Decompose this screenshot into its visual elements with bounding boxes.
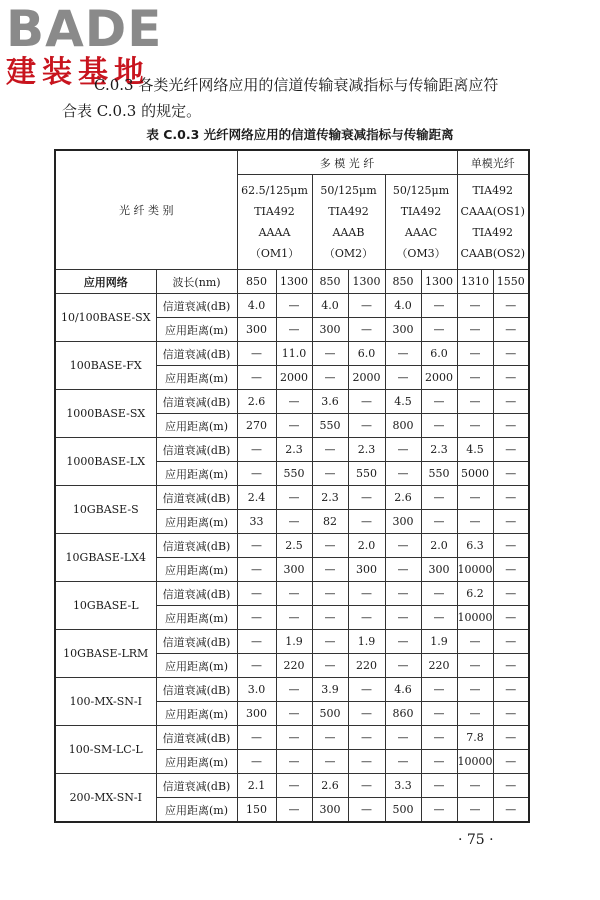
distance-cell: — <box>276 414 312 438</box>
fiber-category-header: 光 纤 类 别 <box>55 150 237 270</box>
attenuation-cell: 4.5 <box>457 438 493 462</box>
attenuation-cell: 2.0 <box>348 534 385 558</box>
distance-cell: — <box>493 750 529 774</box>
attenuation-cell: — <box>237 438 276 462</box>
fiber-spec-line: TIA492 <box>472 184 514 197</box>
distance-cell: — <box>421 798 457 823</box>
distance-cell: — <box>493 462 529 486</box>
distance-cell: — <box>457 702 493 726</box>
attenuation-cell: 1.9 <box>348 630 385 654</box>
attenuation-cell: — <box>493 390 529 414</box>
distance-cell: — <box>421 750 457 774</box>
distance-cell: 300 <box>237 702 276 726</box>
distance-cell: — <box>421 702 457 726</box>
app-network-name: 1000BASE-LX <box>55 438 156 486</box>
attenuation-cell: 2.5 <box>276 534 312 558</box>
distance-cell: — <box>237 654 276 678</box>
attenuation-cell: — <box>421 582 457 606</box>
app-network-name: 10GBASE-LRM <box>55 630 156 678</box>
distance-cell: — <box>385 606 421 630</box>
attenuation-cell: — <box>457 342 493 366</box>
wavelength-cell: 1550 <box>493 270 529 294</box>
intro-paragraph <box>62 72 542 124</box>
distance-cell: — <box>237 558 276 582</box>
distance-cell: 2000 <box>421 366 457 390</box>
distance-cell: — <box>457 510 493 534</box>
attenuation-cell: — <box>493 582 529 606</box>
attenuation-cell: 4.6 <box>385 678 421 702</box>
fiber-spec-line: TIA492 <box>328 205 369 218</box>
attenuation-cell: — <box>493 438 529 462</box>
wavelength-cell: 1310 <box>457 270 493 294</box>
attenuation-cell: 4.0 <box>312 294 348 318</box>
attenuation-cell: — <box>348 726 385 750</box>
distance-label: 应用距离(m) <box>156 414 237 438</box>
attenuation-cell: — <box>312 582 348 606</box>
attenuation-cell: — <box>385 582 421 606</box>
app-network-header: 应用网络 <box>55 270 156 294</box>
distance-cell: — <box>348 414 385 438</box>
fiber-spec-line: TIA492 <box>472 226 514 239</box>
distance-label: 应用距离(m) <box>156 798 237 823</box>
attenuation-cell: — <box>312 630 348 654</box>
attenuation-cell: — <box>348 486 385 510</box>
attenuation-label: 信道衰减(dB) <box>156 582 237 606</box>
fiber-spec-line: （OM2） <box>323 247 374 260</box>
fiber-spec-line: CAAB(OS2) <box>460 247 526 260</box>
app-network-name: 100-MX-SN-I <box>55 678 156 726</box>
distance-cell: 300 <box>312 798 348 823</box>
logo-chinese-text: 建装基地 <box>6 55 150 90</box>
distance-cell: 10000 <box>457 558 493 582</box>
distance-cell: — <box>312 654 348 678</box>
distance-cell: — <box>457 318 493 342</box>
fiber-spec-line: AAAA <box>258 226 291 239</box>
attenuation-cell: — <box>237 726 276 750</box>
attenuation-label: 信道衰减(dB) <box>156 726 237 750</box>
attenuation-cell: — <box>276 390 312 414</box>
distance-cell: 2000 <box>348 366 385 390</box>
wavelength-cell: 1300 <box>421 270 457 294</box>
attenuation-cell: — <box>421 726 457 750</box>
distance-cell: — <box>385 654 421 678</box>
fiber-spec-line: CAAA(OS1) <box>460 205 525 218</box>
distance-cell: — <box>276 750 312 774</box>
attenuation-cell: — <box>276 294 312 318</box>
attenuation-cell: 2.3 <box>276 438 312 462</box>
attenuation-cell: — <box>385 630 421 654</box>
distance-cell: 860 <box>385 702 421 726</box>
attenuation-cell: 2.6 <box>237 390 276 414</box>
distance-cell: — <box>312 606 348 630</box>
distance-cell: — <box>457 366 493 390</box>
attenuation-label: 信道衰减(dB) <box>156 774 237 798</box>
attenuation-cell: 11.0 <box>276 342 312 366</box>
distance-cell: 550 <box>276 462 312 486</box>
distance-cell: — <box>276 510 312 534</box>
distance-cell: 220 <box>276 654 312 678</box>
attenuation-cell: 7.8 <box>457 726 493 750</box>
distance-cell: — <box>348 798 385 823</box>
attenuation-cell: — <box>493 486 529 510</box>
distance-label: 应用距离(m) <box>156 750 237 774</box>
attenuation-cell: 3.6 <box>312 390 348 414</box>
attenuation-cell: — <box>312 726 348 750</box>
app-network-name: 1000BASE-SX <box>55 390 156 438</box>
attenuation-cell: — <box>493 678 529 702</box>
distance-cell: — <box>493 318 529 342</box>
distance-cell: — <box>276 702 312 726</box>
attenuation-cell: 2.0 <box>421 534 457 558</box>
distance-cell: — <box>493 510 529 534</box>
app-network-name: 10GBASE-LX4 <box>55 534 156 582</box>
attenuation-cell: — <box>312 342 348 366</box>
fiber-spec-line: AAAC <box>404 226 438 239</box>
multimode-header: 多 模 光 纤 <box>237 150 457 175</box>
attenuation-label: 信道衰减(dB) <box>156 678 237 702</box>
distance-label: 应用距离(m) <box>156 462 237 486</box>
app-network-name: 100BASE-FX <box>55 342 156 390</box>
attenuation-cell: 2.3 <box>421 438 457 462</box>
distance-cell: — <box>493 366 529 390</box>
distance-cell: — <box>312 750 348 774</box>
attenuation-cell: 6.3 <box>457 534 493 558</box>
fiber-spec-line: 62.5/125μm <box>241 184 308 197</box>
attenuation-cell: — <box>493 534 529 558</box>
distance-cell: — <box>493 558 529 582</box>
attenuation-cell: — <box>312 438 348 462</box>
fiber-spec-line: TIA492 <box>254 205 295 218</box>
distance-cell: — <box>237 606 276 630</box>
distance-cell: — <box>493 798 529 823</box>
distance-cell: — <box>421 606 457 630</box>
distance-cell: — <box>348 318 385 342</box>
distance-cell: 550 <box>312 414 348 438</box>
distance-cell: 270 <box>237 414 276 438</box>
attenuation-label: 信道衰减(dB) <box>156 534 237 558</box>
distance-cell: — <box>421 510 457 534</box>
distance-label: 应用距离(m) <box>156 558 237 582</box>
distance-cell: — <box>493 606 529 630</box>
distance-cell: — <box>493 654 529 678</box>
attenuation-cell: — <box>276 486 312 510</box>
fiber-type-os1-os2 <box>457 175 529 270</box>
attenuation-cell: 2.1 <box>237 774 276 798</box>
app-network-name: 200-MX-SN-I <box>55 774 156 823</box>
attenuation-cell: — <box>348 678 385 702</box>
distance-cell: 300 <box>385 510 421 534</box>
singlemode-header: 单模光纤 <box>457 150 529 175</box>
distance-cell: — <box>312 366 348 390</box>
attenuation-cell: — <box>421 390 457 414</box>
wavelength-cell: 850 <box>385 270 421 294</box>
distance-cell: — <box>493 414 529 438</box>
app-network-name: 100-SM-LC-L <box>55 726 156 774</box>
attenuation-cell: — <box>457 294 493 318</box>
wavelength-cell: 1300 <box>276 270 312 294</box>
attenuation-cell: — <box>237 534 276 558</box>
attenuation-cell: 2.6 <box>385 486 421 510</box>
distance-cell: — <box>276 798 312 823</box>
attenuation-cell: — <box>493 342 529 366</box>
distance-cell: 2000 <box>276 366 312 390</box>
attenuation-label: 信道衰减(dB) <box>156 342 237 366</box>
distance-cell: 500 <box>385 798 421 823</box>
attenuation-cell: 2.3 <box>348 438 385 462</box>
fiber-spec-line: TIA492 <box>400 205 442 218</box>
distance-cell: — <box>312 558 348 582</box>
distance-cell: — <box>457 414 493 438</box>
attenuation-cell: 3.0 <box>237 678 276 702</box>
distance-cell: — <box>312 462 348 486</box>
distance-cell: — <box>276 606 312 630</box>
fiber-spec-line: （OM1） <box>249 247 300 260</box>
fiber-spec-line: （OM3） <box>396 247 446 260</box>
table-caption: 表 C.0.3 光纤网络应用的信道传输衰减指标与传输距离 <box>146 127 454 142</box>
attenuation-cell: — <box>237 630 276 654</box>
app-network-name: 10GBASE-L <box>55 582 156 630</box>
distance-cell: 33 <box>237 510 276 534</box>
distance-cell: 5000 <box>457 462 493 486</box>
distance-cell: 500 <box>312 702 348 726</box>
wavelength-cell: 850 <box>237 270 276 294</box>
distance-label: 应用距离(m) <box>156 510 237 534</box>
attenuation-cell: — <box>312 534 348 558</box>
wavelength-cell: 850 <box>312 270 348 294</box>
distance-cell: — <box>421 318 457 342</box>
attenuation-cell: 6.2 <box>457 582 493 606</box>
attenuation-cell: — <box>385 342 421 366</box>
distance-cell: 550 <box>421 462 457 486</box>
attenuation-cell: — <box>237 342 276 366</box>
distance-cell: — <box>348 606 385 630</box>
attenuation-cell: — <box>385 534 421 558</box>
distance-cell: — <box>348 510 385 534</box>
attenuation-cell: 1.9 <box>421 630 457 654</box>
attenuation-cell: — <box>457 486 493 510</box>
distance-cell: 10000 <box>457 750 493 774</box>
attenuation-label: 信道衰减(dB) <box>156 390 237 414</box>
distance-label: 应用距离(m) <box>156 606 237 630</box>
distance-cell: — <box>237 462 276 486</box>
distance-cell: 800 <box>385 414 421 438</box>
fiber-type-om3 <box>385 175 457 270</box>
distance-cell: 300 <box>385 318 421 342</box>
attenuation-cell: 3.9 <box>312 678 348 702</box>
attenuation-cell: — <box>237 582 276 606</box>
attenuation-cell: 6.0 <box>348 342 385 366</box>
distance-cell: 550 <box>348 462 385 486</box>
distance-cell: — <box>457 798 493 823</box>
attenuation-cell: — <box>385 438 421 462</box>
attenuation-cell: — <box>457 390 493 414</box>
attenuation-cell: — <box>348 582 385 606</box>
distance-cell: — <box>237 366 276 390</box>
distance-cell: 10000 <box>457 606 493 630</box>
attenuation-cell: — <box>276 582 312 606</box>
attenuation-cell: 4.5 <box>385 390 421 414</box>
fiber-type-om1 <box>237 175 312 270</box>
distance-label: 应用距离(m) <box>156 318 237 342</box>
attenuation-cell: — <box>421 678 457 702</box>
distance-cell: — <box>348 750 385 774</box>
attenuation-cell: — <box>493 630 529 654</box>
attenuation-cell: 2.3 <box>312 486 348 510</box>
distance-cell: — <box>385 366 421 390</box>
attenuation-cell: — <box>457 630 493 654</box>
fiber-spec-line: 50/125μm <box>320 184 377 197</box>
attenuation-cell: 4.0 <box>385 294 421 318</box>
attenuation-cell: — <box>421 294 457 318</box>
wavelength-cell: 1300 <box>348 270 385 294</box>
distance-cell: — <box>276 318 312 342</box>
attenuation-label: 信道衰减(dB) <box>156 294 237 318</box>
distance-cell: — <box>385 558 421 582</box>
attenuation-cell: — <box>348 294 385 318</box>
fiber-spec-line: AAAB <box>332 226 365 239</box>
distance-cell: — <box>493 702 529 726</box>
attenuation-cell: — <box>493 726 529 750</box>
app-network-name: 10/100BASE-SX <box>55 294 156 342</box>
logo-brand-text: BADE <box>6 0 163 58</box>
paragraph-line-2: 合表 C.0.3 的规定。 <box>62 102 202 120</box>
attenuation-cell: — <box>421 774 457 798</box>
attenuation-cell: — <box>457 774 493 798</box>
distance-cell: — <box>421 414 457 438</box>
attenuation-cell: 2.6 <box>312 774 348 798</box>
fiber-table <box>54 149 530 823</box>
attenuation-cell: — <box>421 486 457 510</box>
wavelength-header: 波长(nm) <box>156 270 237 294</box>
distance-cell: — <box>385 462 421 486</box>
distance-label: 应用距离(m) <box>156 654 237 678</box>
attenuation-cell: — <box>276 726 312 750</box>
distance-label: 应用距离(m) <box>156 366 237 390</box>
paragraph-line-1: C.0.3 各类光纤网络应用的信道传输衰减指标与传输距离应符 <box>94 76 499 94</box>
distance-cell: — <box>237 750 276 774</box>
distance-cell: 150 <box>237 798 276 823</box>
attenuation-cell: — <box>493 774 529 798</box>
fiber-type-om2 <box>312 175 385 270</box>
attenuation-label: 信道衰减(dB) <box>156 630 237 654</box>
attenuation-cell: 4.0 <box>237 294 276 318</box>
attenuation-cell: — <box>493 294 529 318</box>
attenuation-cell: — <box>348 390 385 414</box>
attenuation-cell: — <box>457 678 493 702</box>
distance-cell: 300 <box>237 318 276 342</box>
distance-label: 应用距离(m) <box>156 702 237 726</box>
page-number: · 75 · <box>458 832 494 848</box>
distance-cell: 220 <box>421 654 457 678</box>
fiber-spec-line: 50/125μm <box>392 184 450 197</box>
distance-cell: 82 <box>312 510 348 534</box>
attenuation-cell: 2.4 <box>237 486 276 510</box>
attenuation-cell: 3.3 <box>385 774 421 798</box>
attenuation-label: 信道衰减(dB) <box>156 438 237 462</box>
distance-cell: 300 <box>348 558 385 582</box>
distance-cell: 220 <box>348 654 385 678</box>
distance-cell: — <box>348 702 385 726</box>
distance-cell: 300 <box>421 558 457 582</box>
attenuation-cell: — <box>276 678 312 702</box>
distance-cell: 300 <box>312 318 348 342</box>
attenuation-cell: 6.0 <box>421 342 457 366</box>
distance-cell: — <box>457 654 493 678</box>
app-network-name: 10GBASE-S <box>55 486 156 534</box>
attenuation-cell: — <box>385 726 421 750</box>
attenuation-cell: — <box>276 774 312 798</box>
attenuation-cell: — <box>348 774 385 798</box>
attenuation-label: 信道衰减(dB) <box>156 486 237 510</box>
distance-cell: 300 <box>276 558 312 582</box>
distance-cell: — <box>385 750 421 774</box>
attenuation-cell: 1.9 <box>276 630 312 654</box>
